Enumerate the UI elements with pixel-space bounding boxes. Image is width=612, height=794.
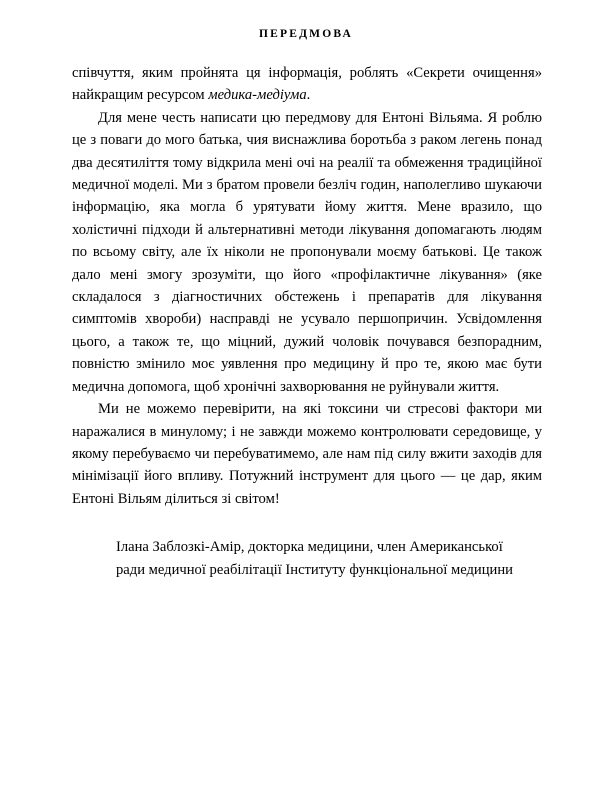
running-head: ПЕРЕДМОВА (258, 28, 354, 40)
signature-line: ради медичної реабілітації Інституту функціональної медицини (116, 561, 513, 578)
paragraph-segment: . (306, 87, 311, 104)
paragraph (72, 62, 542, 107)
signature-line: Ілана Заблозкі-Амір, докторка медицини, член Американської (116, 539, 503, 556)
signature-block (72, 536, 542, 581)
paragraph: Для мене честь написати цю передмову для Ентоні Вільяма. Я роблю це з поваги до мого батька, чия виснажлива боротьба з раком легень понад два десятиліття тому відкрила мені очі на реалії та обмеження традиційної медичної моделі. Ми з братом провели безліч годин, наполегливо шукаючи інформацію, яка могла б урятувати йому життя. Мене вразило, що холістичні підходи й альтернативні методи лікування допомагають людям по всьому світу, але їх ніколи не пропонували моєму батькові. Це також дало мені змогу зрозуміти, що його «профілактичне лікування» (яке складалося з діагностичних обстежень і препаратів для лікування симптомів хвороби) насправді не усувало першопричин. Усвідомлення цього, а також те, що міцний, дужий чоловік почувався безпорадним, повністю змінило моє уявлення про медицину й про те, якою має бути медична допомога, щоб хронічні захворювання не руйнували життя. (72, 109, 542, 395)
paragraph-segment: співчуття, яким пройнята ця інформація, роблять «Секрети очищення» найкращим ресурсом (72, 65, 542, 104)
body-text-block (72, 62, 542, 581)
paragraph: Ми не можемо перевірити, на які токсини чи стресові фактори ми наражалися в минулому; і не завжди можемо контролювати середовище, у якому перебуваємо чи перебуватимемо, але нам під силу вжити заходів для мінімізації його впливу. Потужний інструмент для цього — це дар, яким Ентоні Вільям ділиться зі світом! (72, 401, 542, 507)
paragraph-segment-italic: медика-медіума (208, 87, 307, 104)
